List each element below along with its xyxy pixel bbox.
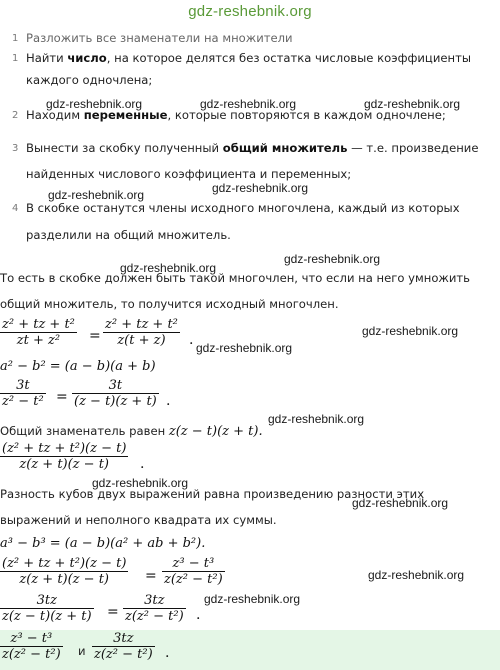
- step-text: Находим переменные, которые повторяются в каждом одночлене;: [26, 108, 446, 122]
- watermark: gdz-reshebnik.org: [196, 341, 293, 355]
- fraction: $\frac{3tz}{z(z - t)(z + t)}$: [2, 593, 92, 624]
- watermark: gdz-reshebnik.org: [204, 592, 301, 606]
- fraction: $\frac{\text{(z² + tz + t²)(z − t)}}{z(z + t)(z - t)}$: [2, 556, 127, 587]
- watermark: gdz-reshebnik.org: [92, 476, 189, 490]
- step-text: Разложить все знаменатели на множители: [26, 31, 293, 45]
- punctuation: .: [140, 456, 145, 472]
- paragraph-line: выражений и неполного квадрата их суммы.: [0, 513, 277, 527]
- watermark: gdz-reshebnik.org: [120, 261, 217, 275]
- formula: a³ − b³ = (a − b)(a² + ab + b²).: [0, 536, 206, 551]
- fraction: $\frac{\text{z² + tz + t²}}{z(t + z)}$: [105, 317, 178, 348]
- fraction: $\frac{\text{(z² + tz + t²)(z − t)}}{z(z + t)(z - t)}$: [2, 441, 127, 472]
- answer-highlight: [0, 630, 500, 670]
- formula: a² − b² = (a − b)(a + b): [0, 359, 156, 374]
- watermark: gdz-reshebnik.org: [368, 568, 465, 582]
- paragraph-line: общий множитель, то получится исходный многочлен.: [0, 297, 339, 311]
- equals-sign: =: [89, 328, 101, 344]
- watermark: gdz-reshebnik.org: [268, 412, 365, 426]
- step-number: 3: [12, 143, 19, 154]
- step-text: Найти число, на которое делятся без остатка числовые коэффициенты: [26, 51, 471, 65]
- conjunction: и: [78, 644, 86, 658]
- punctuation: .: [166, 393, 171, 409]
- step-text: В скобке останутся члены исходного многочлена, каждый из которых: [26, 201, 460, 215]
- step-number: 1: [12, 33, 19, 44]
- fraction: $\frac{\text{z³ − t³}}{\text{z(z² − t²)}}$: [2, 631, 61, 662]
- equals-sign: =: [56, 389, 68, 405]
- watermark: gdz-reshebnik.org: [284, 252, 381, 266]
- step-text: Вынести за скобку полученный общий множитель — т.е. произведение: [26, 141, 479, 155]
- punctuation: .: [165, 645, 170, 661]
- watermark: gdz-reshebnik.org: [48, 188, 145, 202]
- paragraph-line: То есть в скобке должен быть такой многочлен, что если на него умножить: [0, 271, 470, 285]
- step-number: 4: [12, 203, 19, 214]
- watermark: gdz-reshebnik.org: [352, 496, 449, 510]
- watermark: gdz-reshebnik.org: [200, 97, 297, 111]
- watermark: gdz-reshebnik.org: [46, 97, 143, 111]
- watermark: gdz-reshebnik.org: [364, 97, 461, 111]
- punctuation: .: [196, 607, 201, 623]
- paragraph-line: Разность кубов двух выражений равна произведению разности этих: [0, 487, 425, 501]
- fraction: $\frac{3tz}{\text{z(z² − t²)}}$: [94, 631, 153, 662]
- equals-sign: =: [107, 604, 119, 620]
- step-text-continuation: найденных числового коэффициента и переменных;: [26, 167, 352, 181]
- fraction: $\frac{3tz}{\text{z(z² − t²)}}$: [125, 593, 184, 624]
- fraction: $\frac{3t}{\text{z² − t²}}$: [2, 378, 44, 409]
- fraction: $\frac{\text{z² + tz + t²}}{\text{zt + z²}}$: [2, 317, 75, 348]
- watermark: gdz-reshebnik.org: [212, 181, 309, 195]
- step-text-continuation: каждого одночлена;: [26, 73, 153, 87]
- step-number: 1: [12, 53, 19, 64]
- paragraph-line: Общий знаменатель равен z(z − t)(z + t).: [0, 424, 263, 439]
- fraction: $\frac{3t}{(z - t)(z + t)}$: [74, 378, 157, 409]
- watermark: gdz-reshebnik.org: [362, 324, 459, 338]
- step-text-continuation: разделили на общий множитель.: [26, 228, 231, 242]
- step-number: 2: [12, 110, 19, 121]
- watermark-header: gdz-reshebnik.org: [188, 3, 312, 20]
- equals-sign: =: [145, 568, 157, 584]
- punctuation: .: [189, 332, 194, 348]
- fraction: $\frac{\text{z³ − t³}}{\text{z(z² − t²)}}$: [164, 556, 223, 587]
